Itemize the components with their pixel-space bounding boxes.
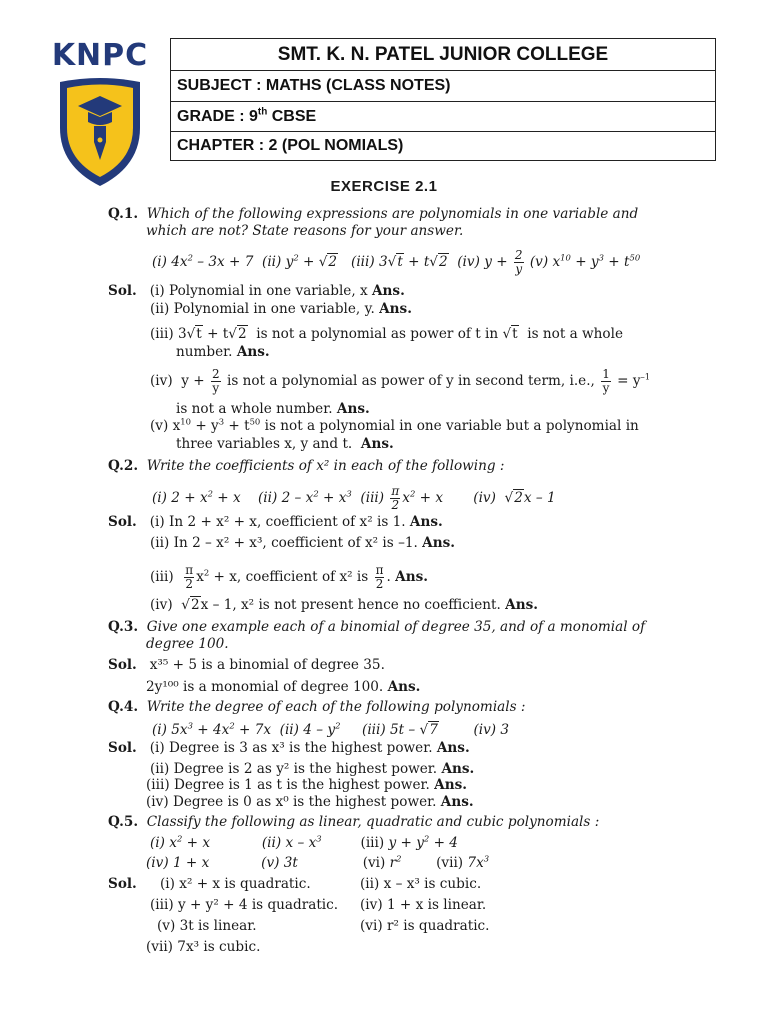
q4-expressions: (i) $5x^3 + 4x^2 + 7x$ (ii) $4 - y^2$ (iii) 5t – √7 (iv) 3 xyxy=(152,720,510,738)
q4-sol-4: (iv) Degree is 0 as x⁰ is the highest power. Ans. xyxy=(146,794,474,810)
subject-line: SUBJECT : MATHS (CLASS NOTES) xyxy=(170,70,716,102)
q5-exprs-row-1: (i) $x^2 + x$ (ii) x – $x^3$ (iii) $y + y^2 + 4$ xyxy=(150,833,458,851)
q5-sol-vi: (vi) r² is quadratic. xyxy=(360,918,490,934)
q5-sol-iii: (iii) y + y² + 4 is quadratic. xyxy=(150,897,339,913)
q5-exprs-row-2: (iv) 1 + x (v) 3t (vi) $r^2$ (vii) $7x^3$ xyxy=(146,853,490,871)
q2-sol-3: (iii) $\frac{\pi}{2}$ $x^2 + x$, coefficient of x² is $\frac{\pi}{2}$ . Ans. xyxy=(150,563,428,591)
grade-line: GRADE : 9th CBSE xyxy=(170,101,716,132)
q5-sol-i: (i) x² + x is quadratic. xyxy=(160,876,311,892)
q1-sol-3b: number. Ans. xyxy=(176,344,270,360)
q1-sol-5b: three variables x, y and t. Ans. xyxy=(176,436,394,452)
q1-expressions: (i) $4x^2 - 3x + 7$ (ii) $y^2 + √2$ (iii) 3√t + t√2 (iv) y + $\frac{2}{y}$ (v) $x^{10} + y^3 + t^{50}$ xyxy=(152,248,641,276)
q3-line-1: Q.3. Give one example each of a binomial of degree 35, and of a monomial of xyxy=(108,619,646,635)
q4-sol-1: Sol. (i) Degree is 3 as x³ is the highest power. Ans. xyxy=(108,740,470,756)
chapter-line: CHAPTER : 2 (POL NOMIALS) xyxy=(170,131,716,161)
q1-sol-5: (v) $x^{10} + y^3 + t^{50}$ is not a polynomial in one variable but a polynomial in xyxy=(150,416,639,434)
q1-line-1: Q.1. Which of the following expressions are polynomials in one variable and xyxy=(108,206,639,222)
q2-line: Q.2. Write the coefficients of x² in each of the following : xyxy=(108,458,505,474)
q1-sol-4: (iv) y + $\frac{2}{y}$ is not a polynomial as power of y in second term, i.e., $\frac{1}{y}$ = $y^{-1}$ xyxy=(150,367,651,395)
q1-sol-2: (ii) Polynomial in one variable, y. Ans. xyxy=(150,301,412,317)
q2-sol-1: Sol. (i) In 2 + x² + x, coefficient of x² is 1. Ans. xyxy=(108,514,443,530)
q1-sol-4b: is not a whole number. Ans. xyxy=(176,401,370,417)
q4-line: Q.4. Write the degree of each of the following polynomials : xyxy=(108,699,526,715)
college-name: SMT. K. N. PATEL JUNIOR COLLEGE xyxy=(170,38,716,71)
q1-sol-1: Sol. (i) Polynomial in one variable, x Ans. xyxy=(108,283,405,299)
q5-sol-v: (v) 3t is linear. xyxy=(157,918,257,934)
logo-text: KNPC xyxy=(51,38,149,73)
q4-sol-3: (iii) Degree is 1 as t is the highest power. Ans. xyxy=(146,777,467,793)
shield-icon xyxy=(56,76,144,188)
q3-sol-1: Sol. x³⁵ + 5 is a binomial of degree 35. xyxy=(108,657,385,673)
q3-sol-2: 2y¹⁰⁰ is a monomial of degree 100. Ans. xyxy=(146,679,421,695)
exercise-title: EXERCISE 2.1 xyxy=(330,178,438,195)
q5-sol-iv: (iv) 1 + x is linear. xyxy=(360,897,487,913)
q5-sol-ii: (ii) x – x³ is cubic. xyxy=(360,876,482,892)
q5-line: Q.5. Classify the following as linear, quadratic and cubic polynomials : xyxy=(108,814,600,830)
q5-sol-1: Sol. xyxy=(108,876,137,892)
q2-sol-4: (iv) √2x – 1, x² is not present hence no coefficient. Ans. xyxy=(150,597,538,613)
q1-line-2: which are not? State reasons for your answer. xyxy=(146,223,464,239)
q2-expressions: (i) $2 + x^2 + x$ (ii) $2 - x^2 + x^3$ (iii) $\frac{\pi}{2}$ $x^2 + x$ (iv) √2x – 1 xyxy=(152,484,556,512)
q1-sol-3: (iii) 3√t + t√2 is not a polynomial as power of t in √t is not a whole xyxy=(150,326,623,342)
college-logo xyxy=(50,38,150,188)
q2-sol-2: (ii) In 2 – x² + x³, coefficient of x² is –1. Ans. xyxy=(150,535,455,551)
q4-sol-2: (ii) Degree is 2 as y² is the highest power. Ans. xyxy=(150,761,475,777)
q5-sol-vii: (vii) 7x³ is cubic. xyxy=(146,939,261,955)
q3-line-2: degree 100. xyxy=(146,636,229,652)
